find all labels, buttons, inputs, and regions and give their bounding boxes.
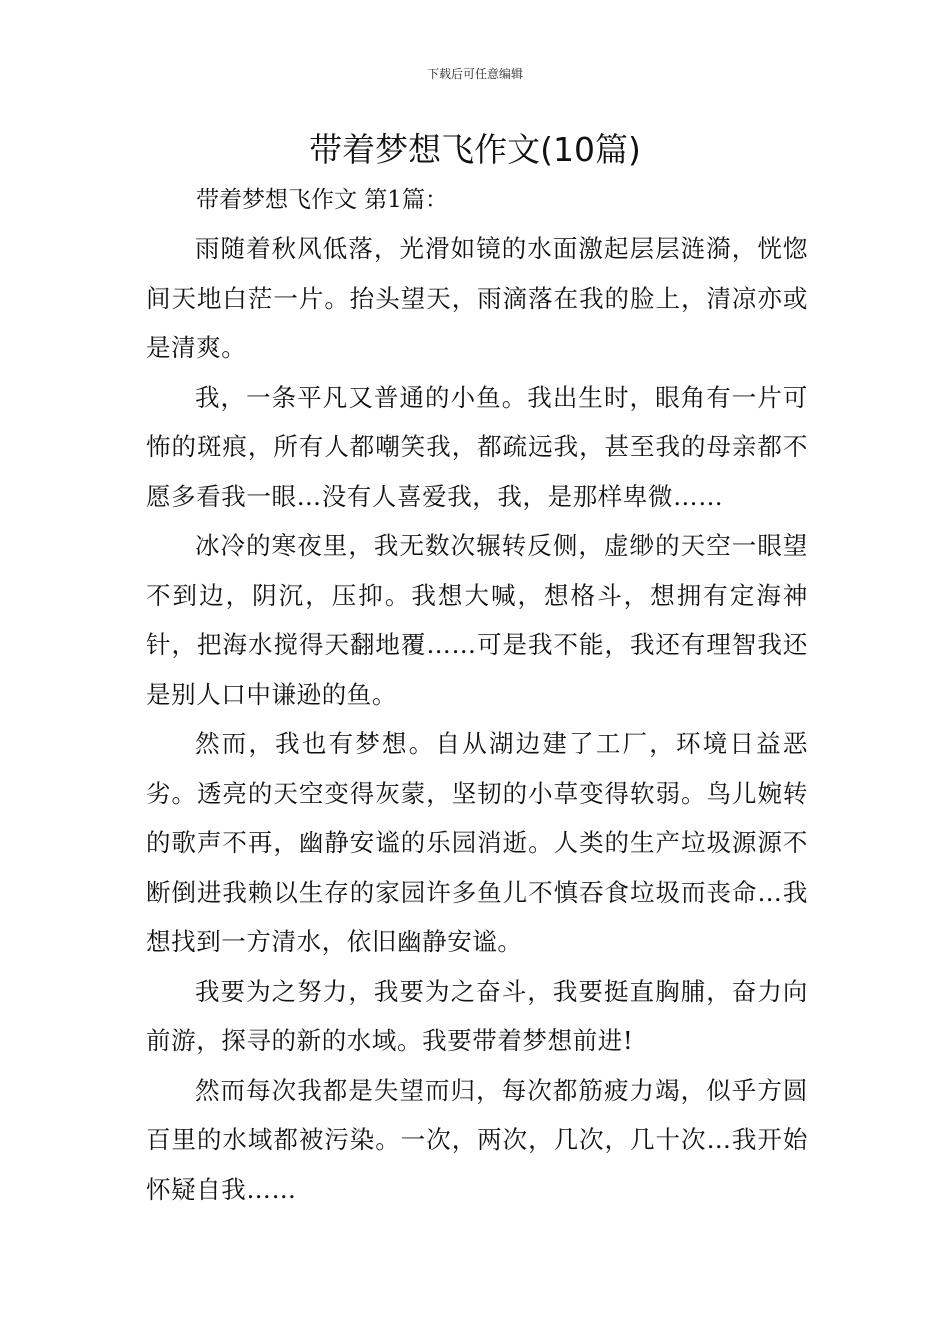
paragraph: 我要为之努力，我要为之奋斗，我要挺直胸脯，奋力向前游，探寻的新的水域。我要带着梦想前进! [146,976,808,1055]
section-heading: 带着梦想飞作文 第1篇： [196,187,448,213]
paragraph: 冰冷的寒夜里，我无数次辗转反侧，虚缈的天空一眼望不到边，阴沉，压抑。我想大喊，想格斗，想拥有定海神针，把海水搅得天翻地覆……可是我不能，我还有理智我还是别人口中谦逊的鱼。 [146,531,808,709]
header-note: 下载后可任意编辑 [426,67,523,81]
document-title: 带着梦想飞作文(10篇) [309,130,641,169]
article-body [146,224,808,1214]
paragraph: 然而每次我都是失望而归，每次都筋疲力竭，似乎方圆百里的水域都被污染。一次，两次，几次，几十次…我开始怀疑自我…… [146,1075,808,1204]
paragraph: 雨随着秋风低落，光滑如镜的水面激起层层涟漪，恍惚间天地白茫一片。抬头望天，雨滴落在我的脸上，清凉亦或是清爽。 [146,234,808,362]
paragraph: 然而，我也有梦想。自从湖边建了工厂，环境日益恶劣。透亮的天空变得灰蒙，坚韧的小草变得软弱。鸟儿婉转的歌声不再，幽静安谧的乐园消逝。人类的生产垃圾源源不断倒进我赖以生存的家园许多鱼儿不慎吞食垃圾而丧命…我想找到一方清水，依旧幽静安谧。 [146,729,808,956]
paragraph: 我，一条平凡又普通的小鱼。我出生时，眼角有一片可怖的斑痕，所有人都嘲笑我，都疏远我，甚至我的母亲都不愿多看我一眼…没有人喜爱我，我，是那样卑微…… [146,382,808,511]
